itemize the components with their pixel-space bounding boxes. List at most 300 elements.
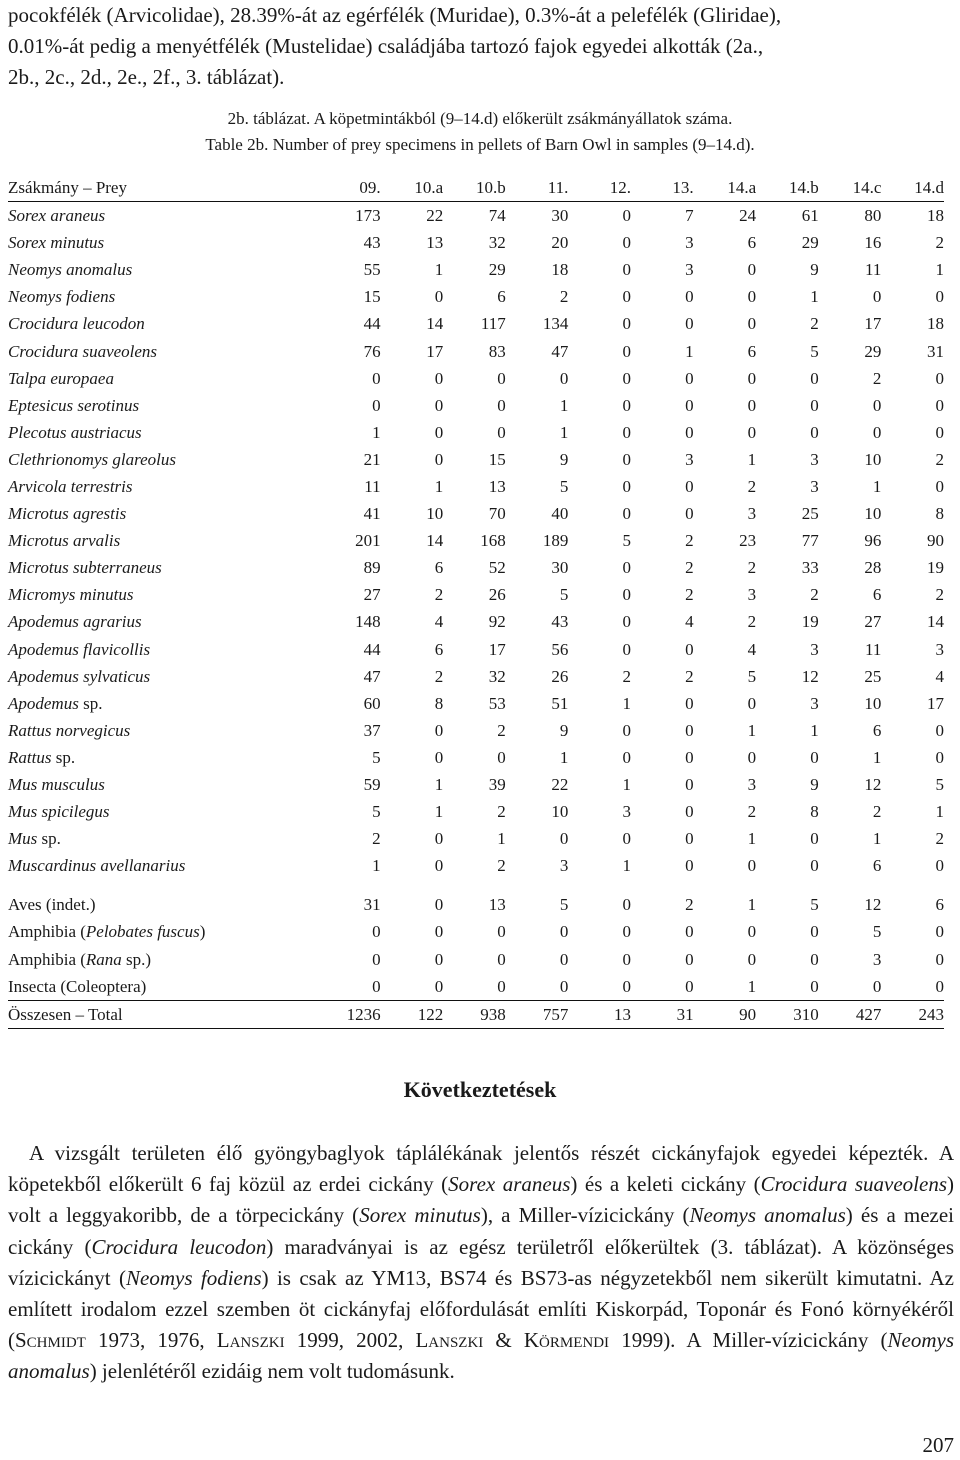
table-cell: 0: [935, 287, 944, 307]
table-cell: 21: [363, 449, 381, 469]
prey-group-name: [8, 918, 318, 945]
species-latin-name: Crocidura suaveolens: [8, 341, 158, 361]
species-latin-name: Eptesicus serotinus: [8, 395, 140, 415]
species-name: [8, 337, 318, 364]
table-cell: 0: [685, 287, 694, 307]
table-cell: 134: [542, 314, 569, 334]
table-cell: 0: [622, 395, 631, 415]
column-header: 14.c: [852, 178, 882, 197]
total-row: [8, 1000, 944, 1028]
table-row: [8, 419, 944, 446]
table-cell: 51: [551, 693, 569, 713]
prey-group-label-part: sp.): [121, 949, 152, 969]
table-cell: 13: [488, 476, 506, 496]
table-cell: 1: [747, 976, 757, 996]
species-latin-name: Muscardinus avellanarius: [8, 856, 186, 876]
table-cell: 0: [622, 558, 631, 578]
text-run: Neomys anomalus: [8, 1328, 955, 1384]
table-row: [8, 608, 944, 635]
table-cell: 2: [935, 449, 944, 469]
text-run: ) volt a leggyakoribb, de a törpecickány (: [8, 1172, 954, 1228]
table-cell: 0: [935, 476, 944, 496]
prey-group-label-part: Amphibia (: [8, 949, 86, 969]
table-cell: 0: [747, 260, 757, 280]
table-cell: 0: [872, 976, 882, 996]
species-name: [8, 744, 318, 771]
table-cell: 0: [434, 922, 444, 942]
table-cell: 3: [685, 260, 694, 280]
table-cell: 0: [935, 368, 944, 388]
table-cell: 24: [739, 206, 757, 226]
intro-line: 0.01%-át pedig a menyétfélék (Mustelidae) családjába tartozó fajok egyedei alkották (2a.,: [8, 34, 764, 58]
species-name: [8, 473, 318, 500]
table-cell: 3: [872, 949, 882, 969]
table-cell: 0: [622, 585, 631, 605]
table-cell: 1: [747, 720, 757, 740]
table-cell: 47: [363, 666, 381, 686]
intro-line: 2b., 2c., 2d., 2e., 2f., 3. táblázat).: [8, 65, 285, 89]
species-name: [8, 825, 318, 852]
table-cell: 0: [497, 422, 506, 442]
table-cell: 31: [927, 341, 944, 361]
text-run: 1999, 2002,: [284, 1328, 416, 1353]
table-cell: 0: [622, 287, 631, 307]
table-cell: 10: [864, 693, 882, 713]
table-cell: 0: [872, 287, 882, 307]
species-name: [8, 798, 318, 825]
table-cell: 2: [497, 802, 506, 822]
table-cell: 2: [497, 856, 506, 876]
text-run: Sorex minutus: [359, 1203, 481, 1228]
table-cell: 6: [935, 895, 944, 915]
table-cell: 0: [622, 976, 631, 996]
table-cell: 0: [747, 287, 757, 307]
table-row: [8, 798, 944, 825]
table-cell: 0: [622, 639, 631, 659]
table-cell: 2: [810, 314, 819, 334]
table-cell: 1: [747, 895, 757, 915]
table-cell: 12: [864, 895, 882, 915]
table-cell: 0: [685, 802, 694, 822]
table-cell: 0: [685, 639, 694, 659]
column-header: 14.b: [789, 178, 819, 197]
table-cell: 9: [559, 720, 569, 740]
table-cell: 0: [935, 720, 944, 740]
table-row: [8, 663, 944, 690]
table-cell: 11: [864, 260, 882, 280]
species-latin-name: Mus spicilegus: [8, 802, 110, 822]
table-cell: 43: [363, 233, 381, 253]
table-cell: 43: [551, 612, 569, 632]
table-cell: 27: [363, 585, 381, 605]
table-cell: 0: [434, 720, 444, 740]
text-run: Crocidura suaveolens: [760, 1172, 947, 1197]
species-suffix: sp.: [51, 747, 76, 767]
table-cell: 0: [810, 829, 819, 849]
species-latin-name: Rattus: [8, 747, 52, 767]
species-name: [8, 771, 318, 798]
table-cell: 1: [935, 260, 944, 280]
column-header: 11.: [547, 178, 569, 197]
species-latin-name: Mus musculus: [8, 775, 105, 795]
table-cell: 20: [551, 233, 569, 253]
table-cell: 0: [622, 949, 631, 969]
table-cell: 117: [480, 314, 506, 334]
table-cell: 2: [434, 666, 444, 686]
table-cell: 0: [434, 368, 444, 388]
table-cell: 0: [434, 747, 444, 767]
table-row: [8, 500, 944, 527]
table-cell: 5: [747, 666, 757, 686]
table-cell: 26: [551, 666, 569, 686]
text-run: ) és a mezei cickány (: [8, 1203, 954, 1259]
table-cell: 27: [864, 612, 882, 632]
table-cell: 15: [488, 449, 506, 469]
conclusions-paragraph: [8, 1138, 954, 1388]
table-cell: 1: [685, 341, 694, 361]
table-cell: 2: [497, 720, 506, 740]
table-cell: 1: [434, 802, 444, 822]
section-heading: Következtetések: [403, 1077, 557, 1102]
table-row: [8, 771, 944, 798]
species-latin-name: Crocidura leucodon: [8, 314, 145, 334]
table-cell: 9: [559, 449, 569, 469]
table-cell: 4: [747, 639, 757, 659]
table-cell: 3: [685, 449, 694, 469]
table-cell: 11: [864, 639, 882, 659]
species-name: [8, 663, 318, 690]
table-cell: 1: [622, 856, 631, 876]
table-cell: 5: [622, 531, 631, 551]
table-cell: 0: [434, 949, 444, 969]
table-cell: 19: [927, 558, 944, 578]
table-cell: 30: [551, 558, 569, 578]
species-latin-name: Sorex araneus: [8, 206, 106, 226]
table-cell: 3: [559, 856, 569, 876]
table-cell: 1: [497, 829, 506, 849]
prey-group-name: [8, 879, 318, 918]
table-cell: 5: [935, 775, 944, 795]
table-cell: 29: [864, 341, 882, 361]
table-cell: 0: [497, 922, 506, 942]
table-cell: 41: [363, 504, 381, 524]
table-cell: 0: [747, 922, 757, 942]
table-cell: 6: [747, 341, 757, 361]
table-cell: 0: [622, 422, 631, 442]
table-cell: 0: [685, 949, 694, 969]
text-run: 1973, 1976,: [85, 1328, 217, 1353]
table-cell: 2: [747, 476, 757, 496]
table-cell: 5: [559, 895, 569, 915]
species-name: [8, 608, 318, 635]
table-cell: 47: [551, 341, 569, 361]
text-run: Sorex araneus: [448, 1172, 571, 1197]
table-cell: 0: [622, 922, 631, 942]
species-name: [8, 256, 318, 283]
table-cell: 80: [864, 206, 882, 226]
table-header-row: [8, 174, 944, 202]
table-cell: 3: [810, 693, 819, 713]
table-cell: 9: [810, 260, 819, 280]
table-cell: 0: [935, 395, 944, 415]
table-cell: 31: [631, 1000, 694, 1028]
species-name: [8, 365, 318, 392]
table-cell: 2: [747, 558, 757, 578]
table-cell: 1: [559, 395, 569, 415]
table-cell: 1: [810, 287, 819, 307]
table-cell: 0: [497, 368, 506, 388]
species-suffix: sp.: [78, 693, 103, 713]
text-run: 1999). A Miller-vízicickány (: [609, 1328, 888, 1353]
table-cell: 14: [426, 314, 444, 334]
table-cell: 1: [747, 829, 757, 849]
table-cell: 6: [497, 287, 506, 307]
table-cell: 0: [497, 976, 506, 996]
table-cell: 122: [381, 1000, 444, 1028]
table-cell: 2: [685, 585, 694, 605]
species-name: [8, 554, 318, 581]
text-run: ) és a keleti cickány (: [570, 1172, 761, 1197]
table-cell: 3: [810, 449, 819, 469]
table-cell: 61: [801, 206, 819, 226]
table-cell: 3: [810, 476, 819, 496]
text-run: ) jelenlétéről ezidáig nem volt tudomásunk.: [89, 1359, 455, 1384]
table-cell: 0: [559, 368, 569, 388]
table-row: [8, 717, 944, 744]
text-run: Schmidt: [15, 1328, 86, 1353]
table-cell: 17: [927, 693, 944, 713]
table-cell: 4: [935, 666, 944, 686]
table-cell: 10: [551, 802, 569, 822]
table-cell: 0: [372, 949, 381, 969]
table-cell: 1: [622, 775, 631, 795]
text-run: Neomys fodiens: [126, 1265, 262, 1290]
table-cell: 243: [881, 1000, 944, 1028]
table-cell: 31: [363, 895, 381, 915]
species-name: [8, 527, 318, 554]
column-header: 10.a: [414, 178, 444, 197]
table-cell: 0: [747, 368, 757, 388]
species-latin-name: Microtus agrestis: [8, 504, 127, 524]
species-name: [8, 500, 318, 527]
table-cell: 2: [685, 531, 694, 551]
table-cell: 70: [488, 504, 506, 524]
table-cell: 25: [864, 666, 882, 686]
table-cell: 0: [497, 949, 506, 969]
table-cell: 1: [935, 802, 944, 822]
table-cell: 0: [372, 368, 381, 388]
table-cell: 5: [372, 802, 381, 822]
table-cell: 1: [434, 260, 444, 280]
table-cell: 52: [488, 558, 506, 578]
table-cell: 56: [551, 639, 569, 659]
table-cell: 148: [355, 612, 381, 632]
table-cell: 0: [622, 314, 631, 334]
table-cell: 1: [372, 422, 381, 442]
table-cell: 0: [935, 922, 944, 942]
table-cell: 33: [801, 558, 819, 578]
table-cell: 0: [747, 747, 757, 767]
table-cell: 0: [434, 829, 444, 849]
table-cell: 3: [935, 639, 944, 659]
table-cell: 19: [801, 612, 819, 632]
table-cell: 0: [559, 976, 569, 996]
species-name: [8, 636, 318, 663]
table-cell: 0: [372, 976, 381, 996]
table-cell: 1: [872, 476, 882, 496]
page-number: 207: [922, 1433, 954, 1457]
table-cell: 5: [872, 922, 882, 942]
text-run: Crocidura leucodon: [91, 1234, 267, 1259]
table-cell: 18: [927, 314, 944, 334]
table-cell: 2: [935, 233, 944, 253]
table-cell: 0: [935, 976, 944, 996]
table-cell: 76: [363, 341, 381, 361]
table-cell: 39: [488, 775, 506, 795]
table-cell: 189: [542, 531, 569, 551]
column-header: 10.b: [476, 178, 506, 197]
table-cell: 0: [685, 922, 694, 942]
table-cell: 0: [622, 233, 631, 253]
table-row: [8, 636, 944, 663]
table-cell: 18: [927, 206, 944, 226]
table-cell: 0: [935, 949, 944, 969]
table-cell: 1: [434, 775, 444, 795]
species-latin-name: Micromys minutus: [8, 585, 134, 605]
table-cell: 0: [622, 895, 631, 915]
table-cell: 6: [872, 856, 882, 876]
table-cell: 3: [685, 233, 694, 253]
table-cell: 0: [559, 922, 569, 942]
table-cell: 0: [622, 720, 631, 740]
table-cell: 0: [747, 693, 757, 713]
species-name: [8, 852, 318, 879]
table-cell: 0: [685, 504, 694, 524]
table-cell: 0: [559, 949, 569, 969]
species-latin-name: Plecotus austriacus: [8, 422, 142, 442]
table-cell: 10: [426, 504, 444, 524]
table-cell: 8: [935, 504, 944, 524]
table-cell: 23: [739, 531, 757, 551]
table-cell: 0: [872, 422, 882, 442]
table-cell: 0: [810, 747, 819, 767]
column-header: 14.a: [727, 178, 757, 197]
table-cell: 77: [801, 531, 819, 551]
prey-group-label-part: Pelobates fuscus: [85, 922, 200, 942]
text-run: A vizsgált területen élő gyöngybaglyok táplálékának jelentős részét cickányfajok egyedei képezték. A köpetekből előkerült 6 faj közül az erdei cickány (: [8, 1141, 954, 1197]
species-latin-name: Microtus arvalis: [8, 531, 121, 551]
table-cell: 0: [434, 895, 444, 915]
table-cell: 0: [622, 476, 631, 496]
table-cell: 40: [551, 504, 569, 524]
table-cell: 9: [810, 775, 819, 795]
column-header: 12.: [609, 178, 631, 197]
table-cell: 2: [559, 287, 569, 307]
prey-group-label-part: Rana: [85, 949, 122, 969]
table-cell: 92: [488, 612, 506, 632]
table-cell: 2: [685, 895, 694, 915]
table-cell: 2: [935, 585, 944, 605]
table-cell: 0: [810, 422, 819, 442]
table-cell: 0: [434, 422, 444, 442]
table-cell: 6: [872, 720, 882, 740]
table-cell: 0: [685, 693, 694, 713]
table-cell: 22: [551, 775, 569, 795]
table-cell: 90: [927, 531, 944, 551]
table-cell: 3: [747, 585, 757, 605]
table-cell: 13: [488, 895, 506, 915]
table-cell: 10: [864, 504, 882, 524]
table-cell: 201: [355, 531, 381, 551]
table-cell: 12: [801, 666, 819, 686]
table-cell: 14: [426, 531, 444, 551]
table-cell: 0: [685, 976, 694, 996]
table-cell: 6: [747, 233, 757, 253]
species-name: [8, 419, 318, 446]
table-cell: 0: [372, 395, 381, 415]
table-row: [8, 256, 944, 283]
table-cell: 0: [685, 422, 694, 442]
table-cell: 0: [810, 368, 819, 388]
species-latin-name: Apodemus: [8, 693, 79, 713]
table-cell: 5: [810, 895, 819, 915]
species-latin-name: Rattus norvegicus: [8, 720, 131, 740]
table-cell: 0: [434, 976, 444, 996]
table-cell: 0: [935, 422, 944, 442]
table-cell: 0: [434, 449, 444, 469]
table-cell: 0: [685, 476, 694, 496]
column-header: 13.: [672, 178, 694, 197]
table-cell: 2: [935, 829, 944, 849]
table-cell: 0: [685, 720, 694, 740]
table-cell: 17: [426, 341, 444, 361]
table-cell: 3: [810, 639, 819, 659]
table-cell: 0: [497, 395, 506, 415]
table-cell: 6: [434, 639, 444, 659]
table-row: [8, 446, 944, 473]
table-row: [8, 690, 944, 717]
table-cell: 2: [872, 802, 882, 822]
species-latin-name: Clethrionomys glareolus: [8, 449, 176, 469]
table-cell: 2: [372, 829, 381, 849]
table-row: [8, 825, 944, 852]
table-cell: 0: [622, 449, 631, 469]
text-run: Neomys anomalus: [689, 1203, 846, 1228]
table-cell: 0: [810, 949, 819, 969]
species-latin-name: Mus: [8, 829, 38, 849]
species-name: [8, 690, 318, 717]
table-cell: 60: [363, 693, 381, 713]
table-row: [8, 283, 944, 310]
table-row: [8, 554, 944, 581]
table-cell: 13: [426, 233, 444, 253]
table-cell: 28: [864, 558, 882, 578]
prey-group-label-part: ): [199, 922, 206, 942]
table-cell: 2: [747, 612, 757, 632]
table-cell: 53: [488, 693, 506, 713]
prey-group-label-part: Aves (indet.): [8, 895, 96, 915]
table-cell: 0: [372, 922, 381, 942]
table-cell: 1: [810, 720, 819, 740]
table-cell: 1: [622, 693, 631, 713]
table-row: [8, 229, 944, 256]
table-cell: 0: [622, 260, 631, 280]
table-cell: 0: [434, 395, 444, 415]
prey-group-name: [8, 946, 318, 973]
table-cell: 173: [355, 206, 381, 226]
species-name: [8, 310, 318, 337]
table-cell: 0: [747, 856, 757, 876]
